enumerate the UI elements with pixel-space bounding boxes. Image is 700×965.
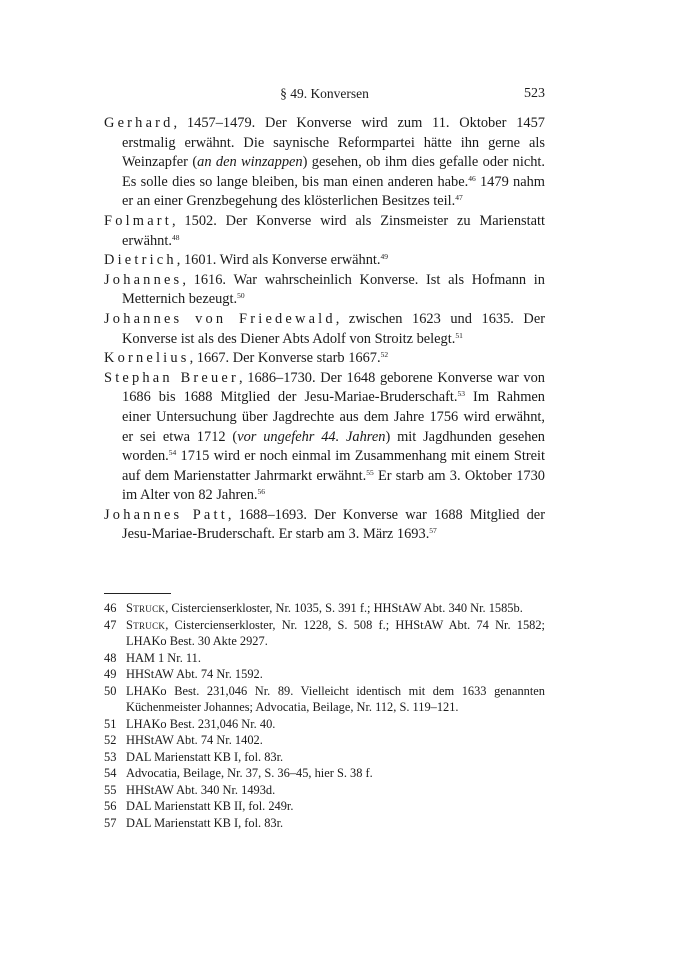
entry-text: , 1601. Wird als Konverse erwähnt.	[176, 252, 381, 269]
footnote-ref[interactable]: 48	[171, 232, 180, 242]
entry-name: Kornelius	[104, 350, 190, 367]
footnote-ref[interactable]: 57	[429, 526, 437, 536]
entry-name: Gerhard	[104, 115, 174, 131]
footnote-ref[interactable]: 52	[380, 350, 389, 360]
footnote-number: 50	[104, 683, 117, 698]
quote-italic: an den winzappen	[197, 154, 303, 171]
footnote-ref[interactable]: 46	[468, 173, 476, 183]
entry-name: Folmart	[104, 212, 172, 229]
footnote-number: 51	[104, 716, 117, 731]
footnote-54	[104, 765, 545, 782]
footnote-ref[interactable]: 53	[457, 389, 465, 399]
quote-italic: vor ungefehr 44. Jahren	[237, 428, 386, 445]
entry-dietrich	[104, 251, 545, 271]
footnote-52	[104, 732, 545, 749]
footnote-49	[104, 666, 545, 683]
entry-text: , 1502. Der Konverse wird als Zinsmeister zu Marienstatt erwähnt.	[122, 212, 545, 249]
footnote-47	[104, 617, 545, 650]
footnote-number: 52	[104, 733, 117, 747]
entry-text: , 1688–1693. Der Konverse war 1688 Mitglied der Jesu-Mariae-Bruderschaft. Er starb am 3. März 1693.	[122, 506, 545, 543]
entry-name: Dietrich	[104, 252, 177, 269]
footnote-number: 47	[104, 617, 117, 632]
entry-gerhard	[104, 114, 545, 212]
entry-text: , 1616. War wahrscheinlich Konverse. Ist als Hofmann in Metternich bezeugt.	[122, 271, 545, 308]
footnote-ref[interactable]: 47	[455, 193, 463, 203]
entry-johannes	[104, 271, 545, 310]
footnote-text: HHStAW Abt. 340 Nr. 1493d.	[126, 782, 276, 797]
footnote-46	[104, 600, 545, 617]
entry-text: , 1686–1730. Der 1648 geborene Konverse war von 1686 bis 1688 Mitglied der Jesu-Mariae-Bruderschaft.	[122, 369, 545, 406]
footnote-number: 55	[104, 782, 117, 797]
entry-name: Johannes Patt	[104, 506, 228, 523]
footnote-text: , Cistercienserkloster, Nr. 1035, S. 391 f.; HHStAW Abt. 340 Nr. 1585b.	[165, 601, 523, 615]
footnote-ref[interactable]: 49	[380, 252, 389, 262]
footnote-53	[104, 749, 545, 766]
author-smallcaps: Struck	[126, 601, 166, 615]
entry-kornelius	[104, 349, 545, 369]
entry-name: Johannes von Friedewald	[104, 310, 336, 327]
footnote-text: DAL Marienstatt KB II, fol. 249r.	[126, 799, 294, 813]
footnote-separator	[104, 593, 171, 594]
entry-list	[104, 114, 545, 545]
footnote-list	[104, 600, 545, 831]
entry-text: , zwischen 1623 und 1635. Der Konverse ist als des Diener Abts Adolf von Stroitz belegt.	[122, 310, 545, 347]
entry-text: 1715 wird er noch einmal im Zusammenhang mit einem Streit auf dem Marienstatter Jahrmarkt erwähnt.	[122, 448, 545, 484]
entry-name: Stephan Breuer	[104, 369, 239, 386]
footnote-ref[interactable]: 55	[366, 467, 374, 477]
footnote-number: 54	[104, 766, 117, 780]
entry-folmart	[104, 212, 545, 251]
entry-text: Er starb am 3. Oktober 1730 im Alter von 82 Jahren.	[122, 467, 545, 504]
entry-text: 1479 nahm er an einer Grenzbegehung des klösterlichen Besitzes teil.	[122, 173, 545, 210]
footnote-text: DAL Marienstatt KB I, fol. 83r.	[126, 749, 284, 764]
footnote-number: 57	[104, 815, 117, 830]
footnote-ref[interactable]: 56	[257, 487, 265, 497]
entry-johannes-patt	[104, 506, 545, 545]
footnote-number: 48	[104, 650, 117, 665]
entry-text: , 1457–1479. Der Konverse wird zum 11. Oktober 1457 erstmalig erwähnt. Die saynische Reformpartei hätte ihn gerne als Weinzapfer (	[122, 115, 545, 171]
author-smallcaps: Struck	[126, 617, 166, 632]
footnote-56	[104, 798, 545, 815]
page-number: 523	[524, 86, 545, 101]
footnote-ref[interactable]: 54	[168, 448, 177, 458]
footnote-ref[interactable]: 51	[455, 330, 463, 340]
footnote-text: Advocatia, Beilage, Nr. 37, S. 36–45, hier S. 38 f.	[126, 766, 373, 780]
footnote-number: 46	[104, 601, 117, 615]
footnote-ref[interactable]: 50	[237, 291, 245, 301]
entry-text: , 1667. Der Konverse starb 1667.	[189, 350, 381, 367]
footnote-text: LHAKo Best. 231,046 Nr. 89. Vielleicht identisch mit dem 1633 genannten Küchenmeister Johannes; Advocatia, Beilage, Nr. 112, S. 119–121.	[126, 683, 545, 714]
footnote-text: HHStAW Abt. 74 Nr. 1592.	[126, 667, 263, 681]
running-head	[104, 86, 545, 106]
footnote-text: HHStAW Abt. 74 Nr. 1402.	[126, 733, 263, 747]
footnote-number: 49	[104, 667, 117, 681]
entry-text: ) mit Jagdhunden gesehen worden.	[122, 428, 546, 465]
entry-text: Im Rahmen einer Untersuchung über Jagdrechte aus dem Jahre 1756 wird erwähnt, er sei etwa 1712 (	[122, 389, 546, 445]
entry-stephan-breuer	[104, 369, 545, 506]
footnote-48	[104, 650, 545, 667]
footnote-50	[104, 683, 545, 716]
footnote-text: , Cistercienserkloster, Nr. 1228, S. 508 f.; HHStAW Abt. 74 Nr. 1582; LHAKo Best. 30 Akte 2927.	[126, 617, 545, 648]
footnote-number: 56	[104, 799, 117, 813]
entry-text: ) gesehen, ob ihm dies gefalle oder nicht. Es solle dies so lange bleiben, bis man einen anderen habe.	[122, 154, 546, 190]
footnote-number: 53	[104, 749, 117, 764]
footnote-51	[104, 716, 545, 733]
footnote-text: DAL Marienstatt KB I, fol. 83r.	[126, 815, 284, 830]
footnote-55	[104, 782, 545, 799]
entry-johannes-von-friedewald	[104, 310, 545, 349]
running-title: § 49. Konversen	[280, 86, 369, 101]
footnote-text: LHAKo Best. 231,046 Nr. 40.	[126, 716, 276, 731]
footnote-57	[104, 815, 545, 832]
entry-name: Johannes	[104, 271, 183, 288]
footnote-text: HAM 1 Nr. 11.	[126, 650, 201, 665]
